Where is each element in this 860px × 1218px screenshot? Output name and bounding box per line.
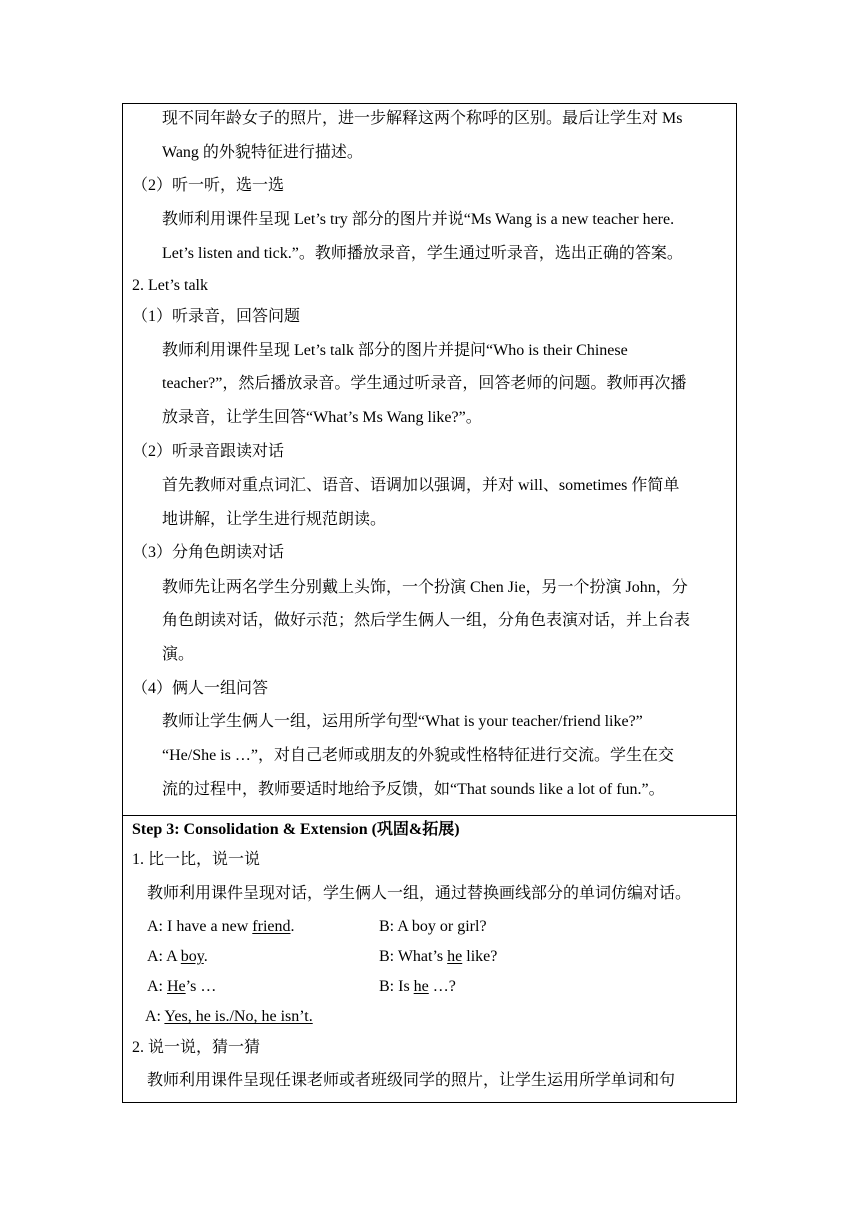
section-heading: 2. 说一说，猜一猜 (132, 1039, 261, 1056)
paragraph-line: 教师利用课件呈现 Let’s talk 部分的图片并提问“Who is their Chinese (162, 342, 628, 359)
dialogue-line: A: I have a new friend. (147, 918, 295, 935)
underlined-word: he (413, 978, 429, 995)
section-heading: 1. 比一比，说一说 (132, 851, 261, 868)
paragraph-line: 教师利用课件呈现任课老师或者班级同学的照片，让学生运用所学单词和句 (147, 1072, 676, 1089)
section-heading: （4）俩人一组问答 (132, 680, 269, 697)
paragraph-line: 首先教师对重点词汇、语音、语调加以强调，并对 will、sometimes 作简单 (162, 477, 680, 494)
paragraph-line: 教师利用课件呈现对话，学生俩人一组，通过替换画线部分的单词仿编对话。 (147, 885, 692, 902)
underlined-word: he (447, 948, 463, 965)
dialogue-line: A: A boy. (147, 948, 208, 965)
dialogue-line: A: He’s … (147, 978, 217, 995)
section-heading: 2. Let’s talk (132, 277, 208, 294)
dialogue-line: B: Is he …? (379, 978, 456, 995)
dialogue-line: A: Yes, he is./No, he isn’t. (145, 1008, 313, 1025)
paragraph-line: 角色朗读对话，做好示范；然后学生俩人一组，分角色表演对话，并上台表 (162, 612, 691, 629)
lesson-plan-table (122, 103, 737, 1103)
dialogue-line: B: A boy or girl? (379, 918, 487, 935)
paragraph-line: 放录音，让学生回答“What’s Ms Wang like?”。 (162, 409, 482, 426)
section-heading: （3）分角色朗读对话 (132, 544, 285, 561)
paragraph-line: 演。 (162, 646, 195, 663)
underlined-word: boy (180, 948, 204, 965)
step-title: Step 3: Consolidation & Extension (巩固&拓展) (132, 821, 460, 838)
paragraph-line: Wang 的外貌特征进行描述。 (162, 144, 363, 161)
section-heading: （2）听一听，选一选 (132, 177, 285, 194)
paragraph-line: 流的过程中，教师要适时地给予反馈，如“That sounds like a lot of fun.”。 (162, 781, 665, 798)
table-row-divider (123, 815, 736, 816)
section-heading: （2）听录音跟读对话 (132, 443, 285, 460)
paragraph-line: 教师先让两名学生分别戴上头饰，一个扮演 Chen Jie，另一个扮演 John，分 (162, 579, 688, 596)
section-heading: （1）听录音，回答问题 (132, 308, 301, 325)
paragraph-line: teacher?”，然后播放录音。学生通过听录音，回答老师的问题。教师再次播 (162, 375, 687, 392)
paragraph-line: 教师利用课件呈现 Let’s try 部分的图片并说“Ms Wang is a new teacher here. (162, 211, 675, 228)
underlined-phrase: Yes, he is./No, he isn’t. (164, 1008, 313, 1025)
paragraph-line: “He/She is …”，对自己老师或朋友的外貌或性格特征进行交流。学生在交 (162, 747, 674, 764)
dialogue-line: B: What’s he like? (379, 948, 498, 965)
underlined-word: He (167, 978, 186, 995)
paragraph-line: 教师让学生俩人一组，运用所学句型“What is your teacher/friend like?” (162, 713, 643, 730)
paragraph-line: Let’s listen and tick.”。教师播放录音，学生通过听录音，选出正确的答案。 (162, 245, 683, 262)
paragraph-line: 现不同年龄女子的照片，进一步解释这两个称呼的区别。最后让学生对 Ms (162, 110, 683, 127)
paragraph-line: 地讲解，让学生进行规范朗读。 (162, 511, 387, 528)
underlined-word: friend (252, 918, 291, 935)
